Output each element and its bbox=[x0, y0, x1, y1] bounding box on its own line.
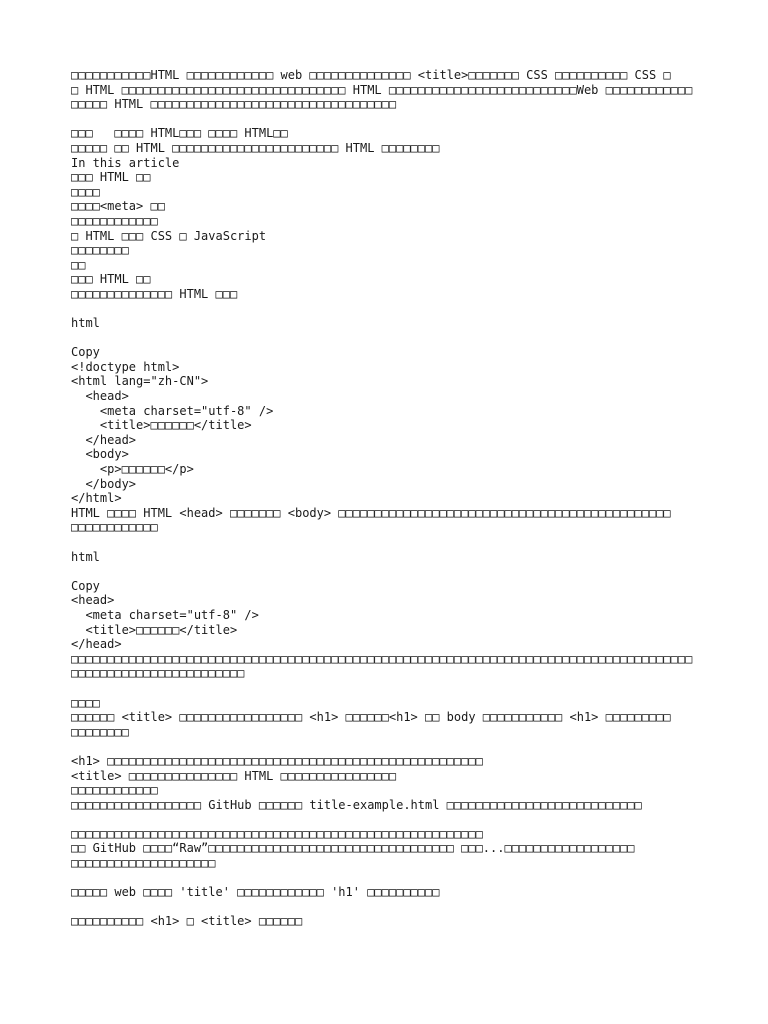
text-line: <title>□□□□□□</title> bbox=[71, 418, 252, 433]
text-line: □□□ HTML □□ bbox=[71, 272, 151, 287]
text-line: In this article bbox=[71, 155, 180, 170]
text-line: □□□□□□□□□□□□□□ HTML □□□ bbox=[71, 286, 238, 301]
text-line: html bbox=[71, 549, 100, 564]
text-line: □□ bbox=[71, 257, 86, 272]
blank-line bbox=[71, 739, 701, 754]
text-line: <title> □□□□□□□□□□□□□□□ HTML □□□□□□□□□□□□□□□□ bbox=[71, 768, 397, 783]
text-line: <head> bbox=[71, 389, 129, 404]
text-line: <html lang="zh-CN"> bbox=[71, 374, 209, 389]
text-line: □□□□□□□□□□□HTML □□□□□□□□□□□□ web □□□□□□□□□□□□□□ <title>□□□□□□□ CSS □□□□□□□□□□ CSS □ bbox=[71, 68, 671, 82]
text-line: Copy bbox=[71, 578, 100, 593]
text-line: □□□□ bbox=[71, 695, 100, 710]
text-line: □ HTML □□□□□□□□□□□□□□□□□□□□□□□□□□□□□□□ HTML □□□□□□□□□□□□□□□□□□□□□□□□□□Web □□□□□□□□□□□□ bbox=[71, 82, 693, 97]
text-line: □□ GitHub □□□□“Raw”□□□□□□□□□□□□□□□□□□□□□□□□□□□□□□□□□□ □□□...□□□□□□□□□□□□□□□□□□ bbox=[71, 841, 635, 856]
text-line: □□□□□□□□□□□□□□□□□□ GitHub □□□□□□ title-example.html □□□□□□□□□□□□□□□□□□□□□□□□□□□ bbox=[71, 797, 642, 812]
document-body bbox=[71, 68, 701, 929]
text-line: <head> bbox=[71, 593, 115, 608]
blank-line bbox=[71, 112, 701, 127]
text-line: </html> bbox=[71, 491, 122, 506]
text-line: □□□ HTML □□ bbox=[71, 170, 151, 185]
text-line: □□□□□□□□ bbox=[71, 243, 129, 258]
blank-line bbox=[71, 302, 701, 317]
text-line: □□□□□□□□□□□□□□□□□□□□□□□□□□□□□□□□□□□□□□□□□□□□□□□□□□□□□□□□□ bbox=[71, 826, 483, 841]
text-line: □□□□□□□□ bbox=[71, 724, 129, 739]
blank-line bbox=[71, 331, 701, 346]
text-line: □□□ □□□□ HTML□□□ □□□□ HTML□□ bbox=[71, 126, 288, 141]
text-line: □□□□□□□□□□ <h1> □ <title> □□□□□□ bbox=[71, 914, 303, 929]
text-line: <title>□□□□□□</title> bbox=[71, 622, 238, 637]
blank-line bbox=[71, 812, 701, 827]
blank-line bbox=[71, 900, 701, 915]
text-line: □□□□□□□□□□□□ bbox=[71, 783, 158, 798]
text-line: □□□□□□□□□□□□□□□□□□□□□□□□ bbox=[71, 666, 245, 681]
text-line: html bbox=[71, 316, 100, 331]
text-line: □□□□□□□□□□□□ bbox=[71, 520, 158, 535]
text-line: □□□□□□□□□□□□□□□□□□□□□□□□□□□□□□□□□□□□□□□□□□□□□□□□□□□□□□□□□□□□□□□□□□□□□□□□□□□□□□□□□□□□□□ bbox=[71, 651, 693, 666]
text-line: □□□□ bbox=[71, 184, 100, 199]
text-line: □□□□□ HTML □□□□□□□□□□□□□□□□□□□□□□□□□□□□□□□□□□ bbox=[71, 97, 397, 112]
text-line: □□□□□□ <title> □□□□□□□□□□□□□□□□□ <h1> □□□□□□<h1> □□ body □□□□□□□□□□□ <h1> □□□□□□□□□ bbox=[71, 710, 671, 725]
blank-line bbox=[71, 535, 701, 550]
text-line: <!doctype html> bbox=[71, 359, 180, 374]
text-line: □□□□□ □□ HTML □□□□□□□□□□□□□□□□□□□□□□□ HTML □□□□□□□□ bbox=[71, 140, 440, 155]
blank-line bbox=[71, 871, 701, 886]
text-line: </body> bbox=[71, 476, 137, 491]
blank-line bbox=[71, 564, 701, 579]
text-line: Copy bbox=[71, 345, 100, 360]
text-line: □□□□<meta> □□ bbox=[71, 199, 165, 214]
text-line: □ HTML □□□ CSS □ JavaScript bbox=[71, 228, 267, 243]
blank-line bbox=[71, 681, 701, 696]
text-line: <body> bbox=[71, 447, 129, 462]
text-line: <p>□□□□□□</p> bbox=[71, 462, 194, 477]
text-line: <h1> □□□□□□□□□□□□□□□□□□□□□□□□□□□□□□□□□□□□□□□□□□□□□□□□□□□□ bbox=[71, 753, 483, 768]
text-line: □□□□□□□□□□□□□□□□□□□□ bbox=[71, 856, 216, 871]
text-line: <meta charset="utf-8" /> bbox=[71, 607, 259, 622]
text-line: </head> bbox=[71, 432, 137, 447]
text-line: <meta charset="utf-8" /> bbox=[71, 403, 274, 418]
text-line: </head> bbox=[71, 637, 122, 652]
text-line: □□□□□□□□□□□□ bbox=[71, 213, 158, 228]
text-line: □□□□□ web □□□□ 'title' □□□□□□□□□□□□ 'h1' □□□□□□□□□□ bbox=[71, 885, 440, 900]
text-line: HTML □□□□ HTML <head> □□□□□□□ <body> □□□□□□□□□□□□□□□□□□□□□□□□□□□□□□□□□□□□□□□□□□□□□□ bbox=[71, 505, 671, 520]
